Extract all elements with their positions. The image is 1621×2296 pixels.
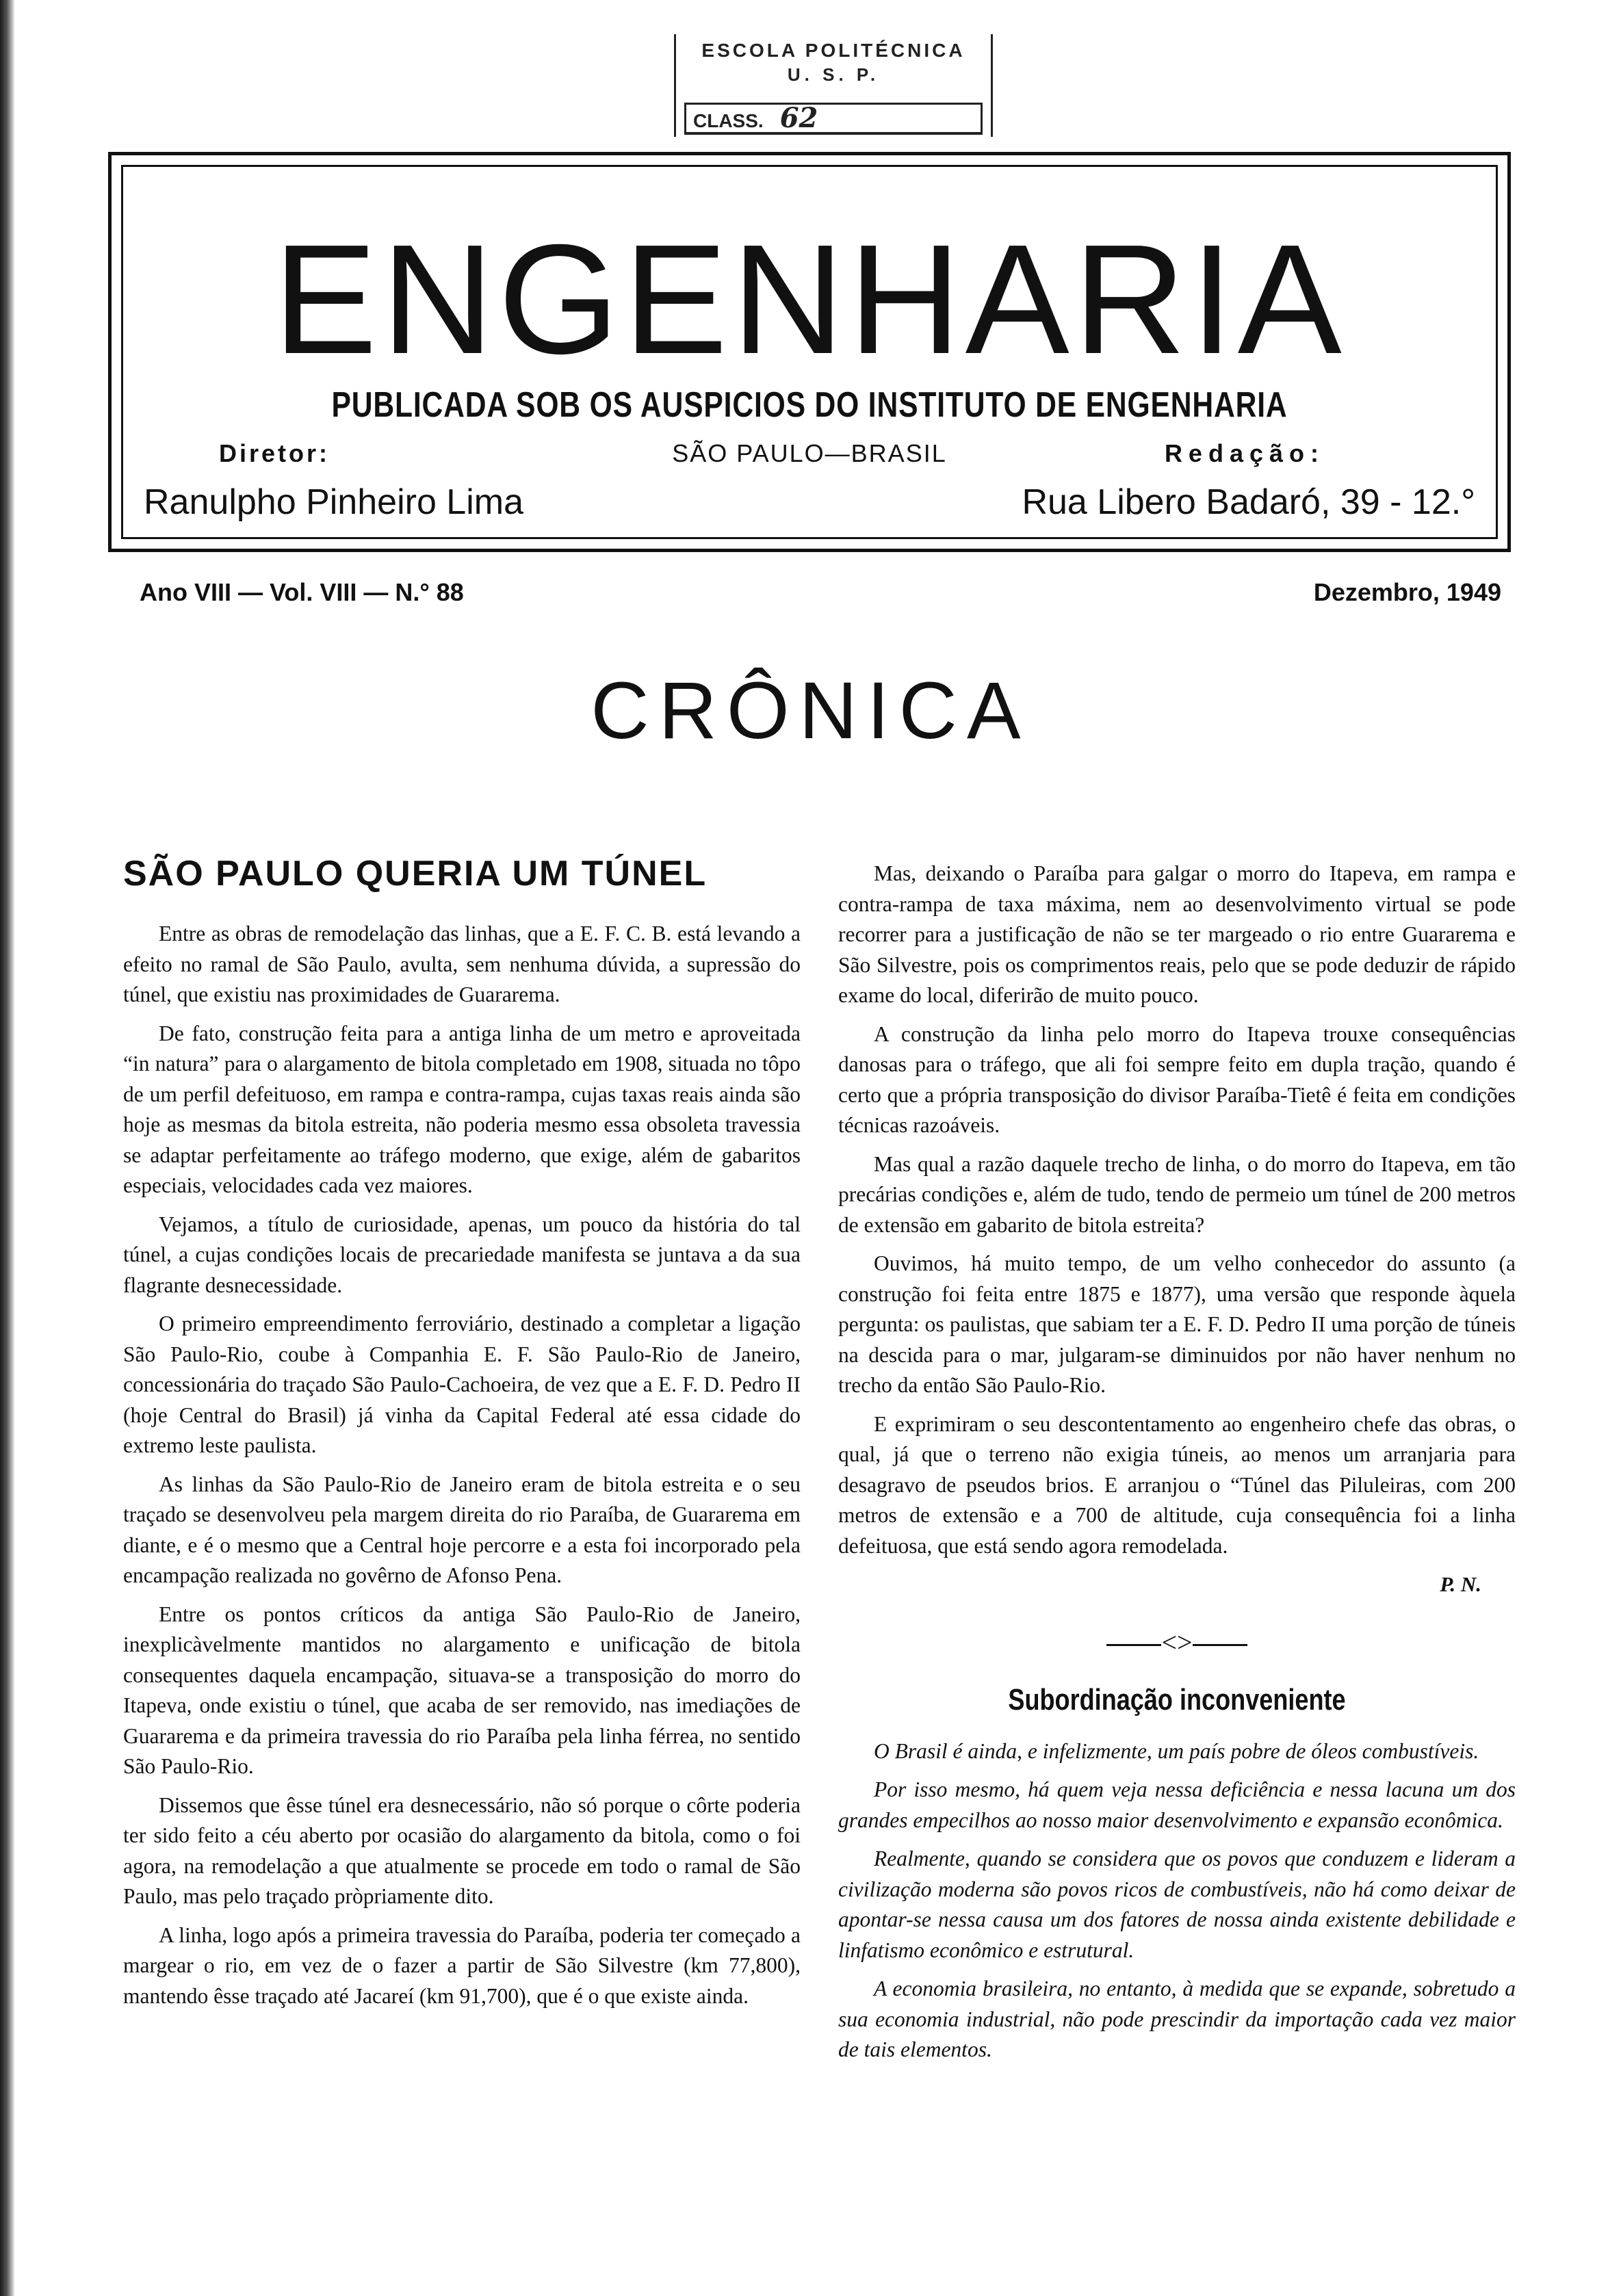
paragraph: Por isso mesmo, há quem veja nessa deficiência e nessa lacuna um dos grandes empecilhos ao nosso maior desenvolvimento e expansão econômica. xyxy=(838,1777,1516,1832)
stamp-institution: ESCOLA POLITÉCNICA xyxy=(701,40,965,61)
paragraph: E exprimiram o seu descontentamento ao engenheiro chefe das obras, o qual, já que o terreno não exigia túneis, ao menos um arranjaria para desagravo de pseudos brios. E arranjou o “Túnel das Piluleiras, com 200 metros de extensão e a 700 de altitude, cuja consequência foi a linha defeituosa, que está sendo agora remodelada. xyxy=(838,1411,1516,1558)
publication-location: SÃO PAULO—BRASIL xyxy=(672,439,947,467)
paragraph: Mas, deixando o Paraíba para galgar o morro do Itapeva, em rampa e contra-rampa de taxa máxima, nem ao desenvolvimento virtual se pode recorrer para a justificação de não se ter margeado o rio entre Guararema e São Silvestre, pois os comprimentos reais, pelo que se pode deduzir de rápido exame do local, diferirão de muito pouco. xyxy=(838,861,1516,1007)
section-title: CRÔNICA xyxy=(591,666,1030,756)
paragraph: O primeiro empreendimento ferroviário, destinado a completar a ligação São Paulo-Rio, coube à Companhia E. F. São Paulo-Rio de Janeiro, concessionária do traçado São Paulo-Cachoeira, de vez que a E. F. D. Pedro II (hoje Central do Brasil) já vinha da Capital Federal até essa cidade do extremo leste paulista. xyxy=(123,1312,801,1457)
paragraph: Realmente, quando se considera que os povos que conduzem e lideram a civilização moderna são povos ricos de combustíveis, não há como deixar de apontar-se nessa causa um dos fatores de nossa ainda existente debilidade e linfatismo econômico e estrutural. xyxy=(838,1847,1516,1962)
divider-line-left xyxy=(1106,1644,1161,1646)
library-stamp xyxy=(674,34,993,137)
article-body-italic xyxy=(838,1736,1516,2065)
paragraph: As linhas da São Paulo-Rio de Janeiro eram de bitola estreita e o seu traçado se desenvolveu pela margem direita do rio Paraíba, de Guararema em diante, e é o mesmo que a Central hoje percorre e a esta foi incorporado pela encampação realizada no govêrno de Afonso Pena. xyxy=(123,1472,801,1587)
masthead xyxy=(108,152,1511,552)
paragraph: A economia brasileira, no entanto, à medida que se expande, sobretudo a sua economia industrial, não pode prescindir da importação cada vez maior de tais elementos. xyxy=(838,1977,1516,2061)
paragraph: A construção da linha pelo morro do Itapeva trouxe consequências danosas para o tráfego, que ali foi sempre feito em dupla tração, quando é certo que a própria transposição do divisor Paraíba-Tietê é feita em condições técnicas razoáveis. xyxy=(838,1021,1516,1137)
author-signature: P. N. xyxy=(1440,1572,1481,1596)
paragraph: A linha, logo após a primeira travessia do Paraíba, poderia ter começado a margear o rio, em vez de o fazer a partir de São Silvestre (km 77,800), mantendo êsse traçado até Jacareí (km 91,700), que é o que existe ainda. xyxy=(123,1922,801,2008)
director-label: Diretor: xyxy=(219,439,330,467)
paragraph: De fato, construção feita para a antiga linha de um metro e aproveitada “in natura” para o alargamento de bitola completado em 1908, situada no tôpo de um perfil defeituoso, em rampa e contra-rampa, cujas taxas reais ainda são hoje as mesmas da bitola estreita, não poderia mesmo essa obsoleta travessia se adaptar perfeitamente ao tráfego moderno, que exige, além de gabaritos especiais, velocidades cada vez maiores. xyxy=(123,1021,801,1197)
divider-ornament: <> xyxy=(1161,1626,1193,1658)
section-divider xyxy=(838,1628,1516,1658)
scan-edge-shadow xyxy=(0,0,15,2296)
stamp-class-value: 62 xyxy=(779,102,818,134)
stamp-class-box xyxy=(684,103,983,135)
left-column xyxy=(123,852,801,2020)
issue-volume: Ano VIII — Vol. VIII — N.° 88 xyxy=(140,578,464,606)
director-name: Ranulpho Pinheiro Lima xyxy=(144,482,524,522)
divider-line-right xyxy=(1193,1644,1247,1646)
stamp-university: U. S. P. xyxy=(787,64,880,85)
paragraph: Mas qual a razão daquele trecho de linha, o do morro do Itapeva, em tão precárias condições e, além de tudo, tendo de permeio um túnel de 200 metros de extensão em gabarito de bitola estreita? xyxy=(838,1151,1516,1237)
redacao-address: Rua Libero Badaró, 39 - 12.° xyxy=(1022,482,1475,522)
masthead-inner-border xyxy=(121,165,1498,539)
redacao-label: Redação: xyxy=(1164,439,1325,467)
paragraph: Entre os pontos críticos da antiga São Paulo-Rio de Janeiro, inexplicàvelmente mantidos no alargamento e unificação de bitola consequentes daquela encampação, situava-se a transposição do morro do Itapeva, onde existiu o túnel, que acaba de ser removido, nas imediações de Guararema e da primeira travessia do rio Paraíba pela linha férrea, no sentido São Paulo-Rio. xyxy=(123,1602,801,1778)
journal-title: ENGENHARIA xyxy=(273,213,1346,387)
paragraph: Dissemos que êsse túnel era desnecessário, não só porque o côrte poderia ter sido feito a céu aberto por ocasião do alargamento da bitola, como o foi agora, na remodelação a que atualmente se procede em todo o ramal de São Paulo, mas pelo traçado pròpriamente dito. xyxy=(123,1792,801,1908)
article-heading: SÃO PAULO QUERIA UM TÚNEL xyxy=(123,854,708,893)
paragraph: Vejamos, a título de curiosidade, apenas, um pouco da história do tal túnel, a cujas condições locais de precariedade manifesta se juntava a da sua flagrante desnecessidade. xyxy=(123,1212,801,1297)
article-heading: Subordinação inconveniente xyxy=(1008,1683,1346,1717)
paragraph: Entre as obras de remodelação das linhas, que a E. F. C. B. está levando a efeito no ramal de São Paulo, avulta, sem nenhuma dúvida, a supressão do túnel, que existiu nas proximidades de Guararema. xyxy=(123,922,801,1006)
paragraph: O Brasil é ainda, e infelizmente, um país pobre de óleos combustíveis. xyxy=(874,1738,1479,1763)
right-column xyxy=(838,859,1516,2074)
journal-subtitle: PUBLICADA SOB OS AUSPICIOS DO INSTITUTO DE ENGENHARIA xyxy=(331,385,1288,425)
issue-date: Dezembro, 1949 xyxy=(1313,578,1501,606)
paragraph: Ouvimos, há muito tempo, de um velho conhecedor do assunto (a construção foi feita entre 1875 e 1877), uma versão que responde àquela pergunta: os paulistas, que sabiam ter a E. F. D. Pedro II uma porção de túneis na descida para o mar, julgaram-se diminuidos por não haver nenhum no trecho da então São Paulo-Rio. xyxy=(838,1251,1516,1397)
stamp-class-label: CLASS. xyxy=(693,110,764,131)
